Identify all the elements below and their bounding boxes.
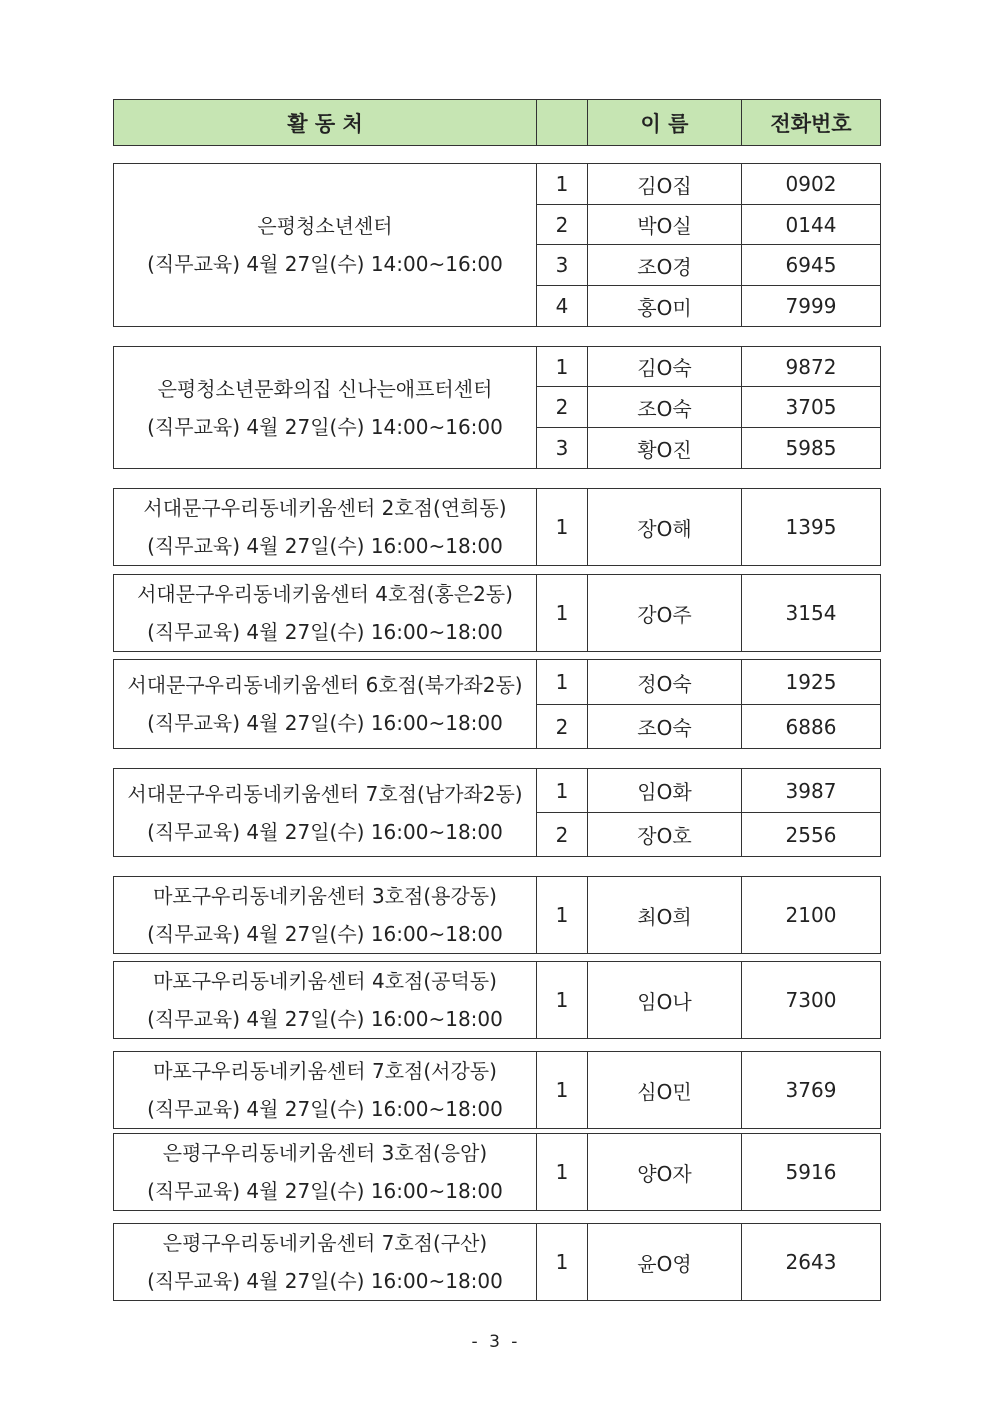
row-number: 1 xyxy=(537,769,588,813)
table-row xyxy=(114,575,881,652)
activity-place-cell xyxy=(114,660,537,749)
row-number: 1 xyxy=(537,962,588,1039)
row-number: 1 xyxy=(537,164,588,205)
activity-table xyxy=(113,163,881,327)
activity-table xyxy=(113,346,881,469)
table-row xyxy=(114,347,881,387)
table-row xyxy=(114,489,881,566)
header-place: 활 동 처 xyxy=(114,100,537,146)
person-name: 장O해 xyxy=(588,489,742,566)
training-schedule: (직무교육) 4월 27일(수) 14:00~16:00 xyxy=(147,414,503,439)
row-number: 2 xyxy=(537,813,588,857)
row-number: 1 xyxy=(537,575,588,652)
header-no xyxy=(537,100,588,146)
table-row xyxy=(114,877,881,954)
activity-place-cell xyxy=(114,489,537,566)
training-schedule: (직무교육) 4월 27일(수) 16:00~18:00 xyxy=(147,1007,503,1031)
row-number: 1 xyxy=(537,347,588,387)
phone-number: 1925 xyxy=(742,660,881,705)
phone-number: 7300 xyxy=(742,962,881,1039)
table-row xyxy=(114,1052,881,1129)
training-schedule: (직무교육) 4월 27일(수) 16:00~18:00 xyxy=(147,922,503,946)
table-row xyxy=(114,962,881,1039)
training-schedule: (직무교육) 4월 27일(수) 16:00~18:00 xyxy=(147,1179,503,1203)
phone-number: 3154 xyxy=(742,575,881,652)
activity-table xyxy=(113,1133,881,1211)
activity-table xyxy=(113,1223,881,1301)
row-number: 3 xyxy=(537,245,588,286)
activity-place-cell xyxy=(114,1052,537,1129)
activity-table xyxy=(113,488,881,566)
activity-place-cell xyxy=(114,962,537,1039)
training-schedule: (직무교육) 4월 27일(수) 16:00~18:00 xyxy=(147,819,503,844)
activity-place-cell xyxy=(114,347,537,469)
person-name: 정O숙 xyxy=(588,660,742,705)
phone-number: 1395 xyxy=(742,489,881,566)
training-schedule: (직무교육) 4월 27일(수) 14:00~16:00 xyxy=(147,252,503,276)
person-name: 강O주 xyxy=(588,575,742,652)
activity-place-cell xyxy=(114,877,537,954)
table-row xyxy=(114,164,881,205)
person-name: 홍O미 xyxy=(588,286,742,327)
header-table xyxy=(113,99,881,146)
phone-number: 5985 xyxy=(742,428,881,469)
activity-place: 서대문구우리동네키움센터 2호점(연희동) xyxy=(143,496,507,520)
activity-place: 서대문구우리동네키움센터 6호점(북가좌2동) xyxy=(127,673,523,697)
row-number: 3 xyxy=(537,428,588,469)
activity-place: 은평구우리동네키움센터 7호점(구산) xyxy=(162,1231,488,1255)
phone-number: 0902 xyxy=(742,164,881,205)
row-number: 1 xyxy=(537,877,588,954)
training-schedule: (직무교육) 4월 27일(수) 16:00~18:00 xyxy=(147,711,503,735)
training-schedule: (직무교육) 4월 27일(수) 16:00~18:00 xyxy=(147,1269,503,1293)
phone-number: 7999 xyxy=(742,286,881,327)
phone-number: 2100 xyxy=(742,877,881,954)
person-name: 김O숙 xyxy=(588,347,742,387)
activity-table xyxy=(113,574,881,652)
person-name: 장O호 xyxy=(588,813,742,857)
phone-number: 3705 xyxy=(742,387,881,428)
row-number: 2 xyxy=(537,205,588,245)
activity-place: 서대문구우리동네키움센터 4호점(홍은2동) xyxy=(137,582,513,606)
activity-place: 마포구우리동네키움센터 4호점(공덕동) xyxy=(153,969,497,993)
activity-place-cell xyxy=(114,1224,537,1301)
phone-number: 9872 xyxy=(742,347,881,387)
activity-table xyxy=(113,1051,881,1129)
person-name: 조O숙 xyxy=(588,387,742,428)
table-row xyxy=(114,769,881,813)
activity-place: 은평구우리동네키움센터 3호점(응암) xyxy=(162,1141,488,1165)
activity-place-cell xyxy=(114,164,537,327)
table-row xyxy=(114,660,881,705)
phone-number: 2556 xyxy=(742,813,881,857)
row-number: 1 xyxy=(537,660,588,705)
phone-number: 5916 xyxy=(742,1134,881,1211)
activity-place: 은평청소년센터 xyxy=(257,214,393,238)
row-number: 1 xyxy=(537,1052,588,1129)
training-schedule: (직무교육) 4월 27일(수) 16:00~18:00 xyxy=(147,534,503,558)
table-row xyxy=(114,1224,881,1301)
person-name: 임O화 xyxy=(588,769,742,813)
phone-number: 3987 xyxy=(742,769,881,813)
training-schedule: (직무교육) 4월 27일(수) 16:00~18:00 xyxy=(147,620,503,644)
activity-table xyxy=(113,876,881,954)
row-number: 1 xyxy=(537,489,588,566)
activity-place: 마포구우리동네키움센터 7호점(서강동) xyxy=(153,1059,497,1083)
table-row xyxy=(114,1134,881,1211)
person-name: 임O나 xyxy=(588,962,742,1039)
phone-number: 6945 xyxy=(742,245,881,286)
person-name: 윤O영 xyxy=(588,1224,742,1301)
page-number: - 3 - xyxy=(471,1332,521,1352)
activity-place: 마포구우리동네키움센터 3호점(용강동) xyxy=(153,884,497,908)
training-schedule: (직무교육) 4월 27일(수) 16:00~18:00 xyxy=(147,1097,503,1121)
activity-place-cell xyxy=(114,769,537,857)
phone-number: 2643 xyxy=(742,1224,881,1301)
row-number: 1 xyxy=(537,1134,588,1211)
activity-table xyxy=(113,659,881,749)
person-name: 박O실 xyxy=(588,205,742,245)
row-number: 2 xyxy=(537,705,588,749)
person-name: 양O자 xyxy=(588,1134,742,1211)
activity-place-cell xyxy=(114,575,537,652)
activity-place: 은평청소년문화의집 신나는애프터센터 xyxy=(157,376,493,401)
person-name: 조O경 xyxy=(588,245,742,286)
activity-table xyxy=(113,961,881,1039)
row-number: 4 xyxy=(537,286,588,327)
person-name: 황O진 xyxy=(588,428,742,469)
phone-number: 6886 xyxy=(742,705,881,749)
person-name: 최O희 xyxy=(588,877,742,954)
person-name: 조O숙 xyxy=(588,705,742,749)
activity-table xyxy=(113,768,881,857)
activity-place-cell xyxy=(114,1134,537,1211)
person-name: 심O민 xyxy=(588,1052,742,1129)
phone-number: 0144 xyxy=(742,205,881,245)
phone-number: 3769 xyxy=(742,1052,881,1129)
header-phone: 전화번호 xyxy=(742,100,881,146)
activity-place: 서대문구우리동네키움센터 7호점(남가좌2동) xyxy=(127,781,523,806)
row-number: 1 xyxy=(537,1224,588,1301)
person-name: 김O집 xyxy=(588,164,742,205)
row-number: 2 xyxy=(537,387,588,428)
header-name: 이 름 xyxy=(588,100,742,146)
